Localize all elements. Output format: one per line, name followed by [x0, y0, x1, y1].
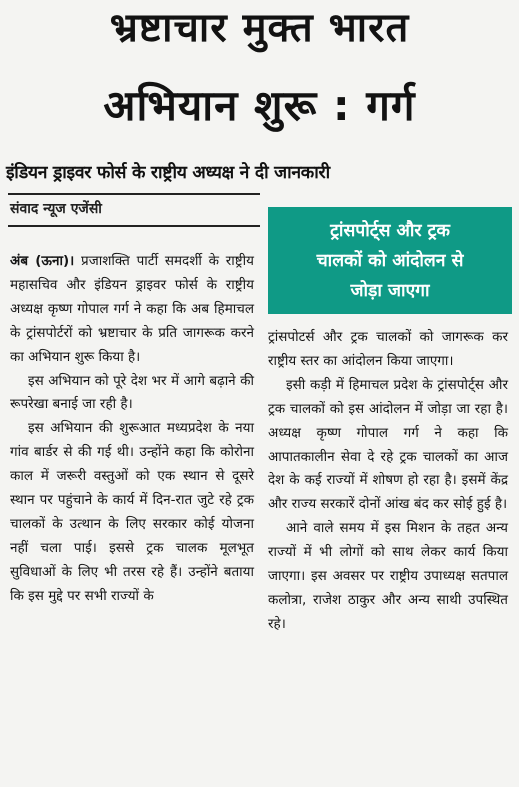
divider-top: [8, 193, 260, 195]
paragraph-1-text: प्रजाशक्ति पार्टी समदर्शी के राष्ट्रीय महासचिव और इंडियन ड्राइवर फोर्स के राष्ट्रीय अध्यक्ष कृष्ण गोपाल गर्ग ने कहा कि अब हिमाचल के ट्रांसपोर्टरों को भ्रष्टाचार के प्रति जागरूक करने का अभियान शुरू किया है।: [10, 253, 255, 365]
callout-line-3: जोड़ा जाएगा: [350, 280, 430, 301]
dateline: अंब (ऊना)।: [10, 253, 75, 269]
headline-line-2: अभियान शुरू : गर्ग: [103, 81, 416, 130]
article-column-right: [268, 326, 508, 637]
paragraph-6: आने वाले समय में इस मिशन के तहत अन्य राज्यों में भी लोगों को साथ लेकर कार्य किया जाएगा। इस अवसर पर राष्ट्रीय उपाध्यक्ष सतपाल कलोत्रा, राजेश ठाकुर और अन्य साथी उपस्थित रहे।: [268, 520, 508, 632]
callout-line-1: ट्रांसपोर्ट्स और ट्रक: [330, 220, 450, 241]
callout-box: [268, 207, 512, 314]
headline-line-1: भ्रष्टाचार मुक्त भारत: [109, 5, 410, 51]
subheadline: इंडियन ड्राइवर फोर्स के राष्ट्रीय अध्यक्ष ने दी जानकारी: [6, 163, 330, 183]
paragraph-2: इस अभियान को पूरे देश भर में आगे बढ़ाने की रूपरेखा बनाई जा रही है।: [10, 372, 254, 413]
agency-byline: संवाद न्यूज एजेंसी: [10, 201, 102, 217]
divider-byline: [8, 225, 260, 227]
paragraph-1: [10, 250, 254, 370]
paragraph-4: ट्रांसपोटर्स और ट्रक चालकों को जागरूक कर राष्ट्रीय स्तर का आंदोलन किया जाएगा।: [268, 329, 508, 369]
paragraph-3: इस अभियान की शुरूआत मध्यप्रदेश के नया गांव बार्डर से की गई थी। उन्होंने कहा कि कोरोना काल में जरूरी वस्तुओं को एक स्थान से दूसरे स्थान पर पहुंचाने के कार्य में दिन-रात जुटे रहे ट्रक चालकों के उत्थान के लिए सरकार कोई योजना नहीं चला पाई। इससे ट्रक चालक मूलभूत सुविधाओं के लिए भी तरस रहे हैं। उन्होंने बताया कि इस मुद्दे पर सभी राज्यों के: [10, 420, 254, 604]
article-column-left: [10, 250, 254, 609]
callout-line-2: चालकों को आंदोलन से: [316, 250, 464, 271]
paragraph-5: इसी कड़ी में हिमाचल प्रदेश के ट्रांसपोर्ट्स और ट्रक चालकों को इस आंदोलन में जोड़ा जा रहा है। अध्यक्ष कृष्ण गोपाल गर्ग ने कहा कि आपातकालीन सेवा दे रहे ट्रक चालकों का आज देश के कई राज्यों में शोषण हो रहा है। इसमें केंद्र और राज्य सरकारें दोनों आंख बंद कर सोई हुई है।: [268, 376, 508, 513]
